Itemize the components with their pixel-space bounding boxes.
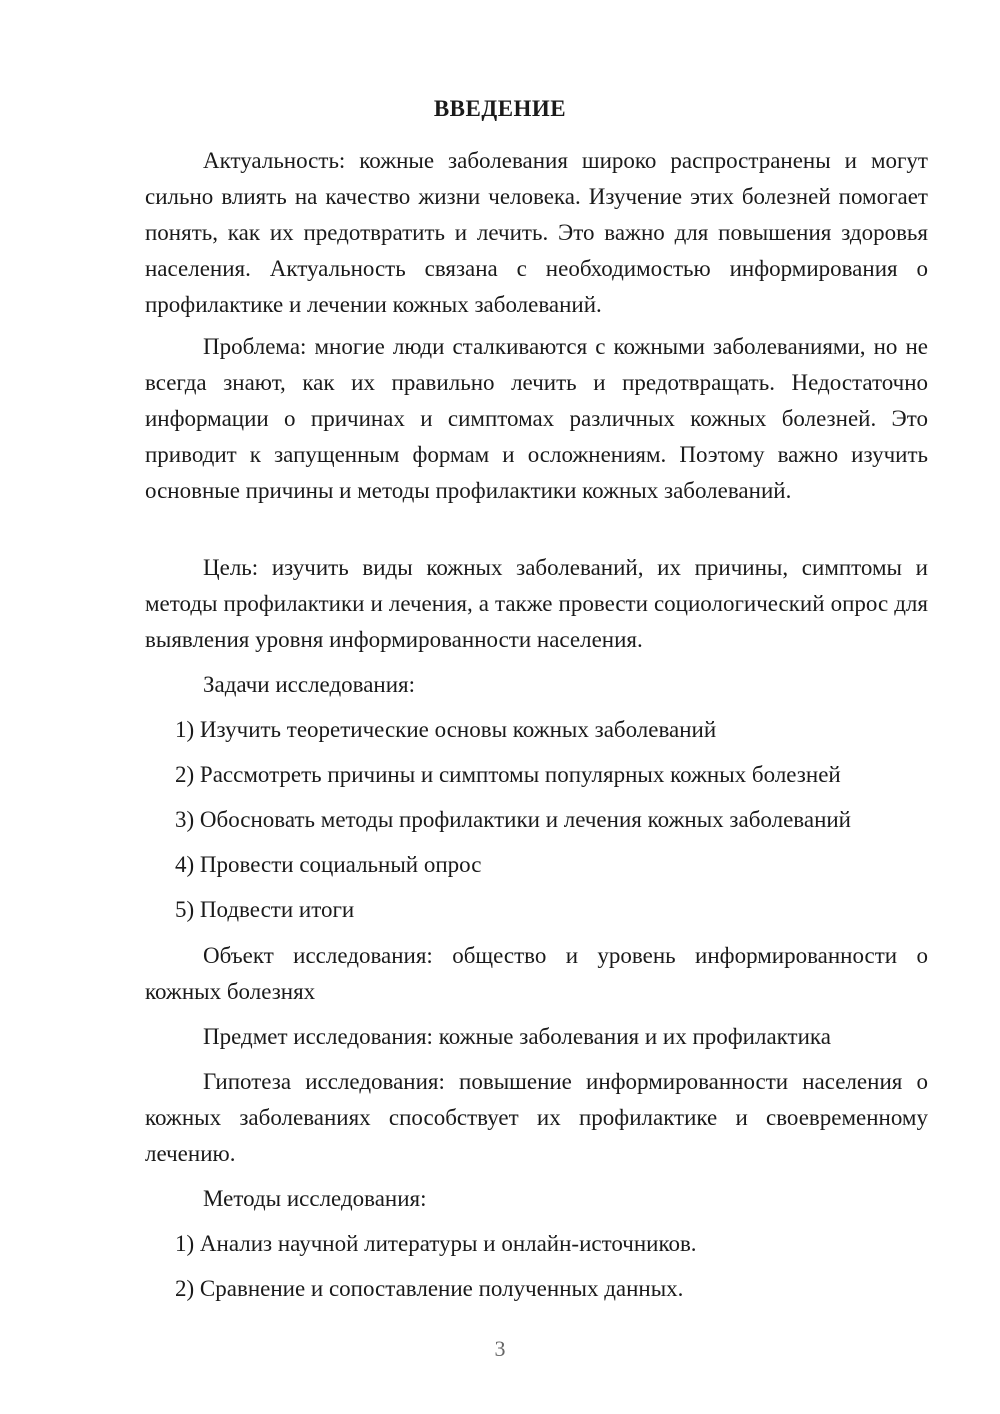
- paragraph-relevance: Актуальность: кожные заболевания широко распространены и могут сильно влиять на качество жизни человека. Изучение этих болезней помогает понять, как их предотвратить и лечить. Это важно для повышения здоровья населения. Актуальность связана с необходимостью информирования о профилактике и лечении кожных заболеваний.: [145, 148, 928, 317]
- methods-heading: Методы исследования:: [203, 1186, 427, 1211]
- task-item: 5) Подвести итоги: [175, 897, 355, 922]
- paragraph-problem: Проблема: многие люди сталкиваются с кожными заболеваниями, но не всегда знают, как их правильно лечить и предотвращать. Недостаточно информации о причинах и симптомах различных кожных болезней. Это приводит к запущенным формам и осложнениям. Поэтому важно изучить основные причины и методы профилактики кожных заболеваний.: [145, 334, 928, 503]
- method-item: 1) Анализ научной литературы и онлайн-источников.: [175, 1231, 697, 1256]
- tasks-heading: Задачи исследования:: [203, 672, 416, 697]
- paragraph-subject: Предмет исследования: кожные заболевания и их профилактика: [203, 1024, 831, 1049]
- task-item: 4) Провести социальный опрос: [175, 852, 482, 877]
- task-item: 1) Изучить теоретические основы кожных заболеваний: [175, 717, 717, 742]
- method-item: 2) Сравнение и сопоставление полученных данных.: [175, 1276, 684, 1301]
- task-item: 3) Обосновать методы профилактики и лечения кожных заболеваний: [175, 807, 851, 832]
- paragraph-goal: Цель: изучить виды кожных заболеваний, их причины, симптомы и методы профилактики и лечения, а также провести социологический опрос для выявления уровня информированности населения.: [145, 555, 928, 652]
- page-title: ВВЕДЕНИЕ: [433, 96, 567, 121]
- paragraph-object: Объект исследования: общество и уровень информированности о кожных болезнях: [145, 943, 928, 1004]
- page-number: 3: [494, 1336, 506, 1361]
- paragraph-hypothesis: Гипотеза исследования: повышение информированности населения о кожных заболеваниях способствует их профилактике и своевременному лечению.: [145, 1069, 928, 1166]
- task-item: 2) Рассмотреть причины и симптомы популярных кожных болезней: [175, 762, 841, 787]
